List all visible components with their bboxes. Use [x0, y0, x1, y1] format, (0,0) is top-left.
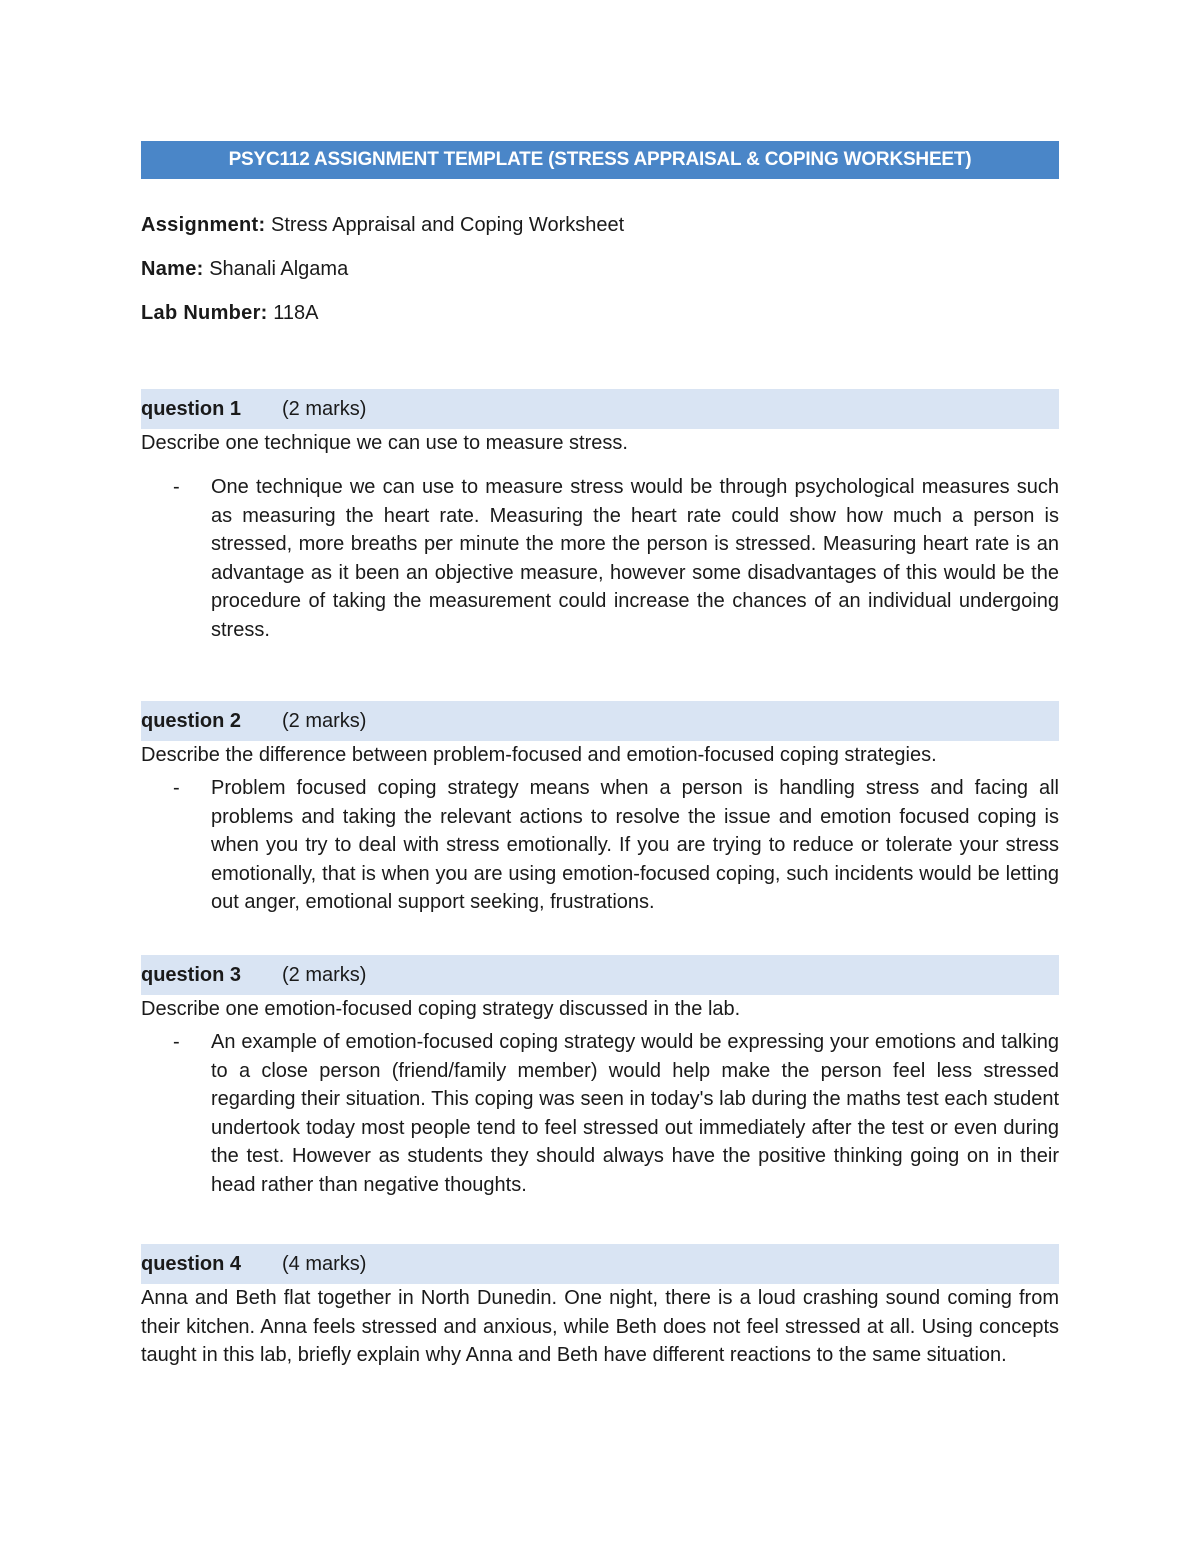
question-2-answer-text: Problem focused coping strategy means when a person is handling stress and facing all problems and taking the relevant actions to resolve the issue and emotion focused coping is when you try to deal with stress emotionally. If you are trying to reduce or tolerate your stress emotionally, that is when you are using emotion-focused coping, such incidents would be letting out anger, emotional support seeking, frustrations.: [211, 777, 1059, 913]
question-4-marks: (4 marks): [282, 1252, 367, 1275]
question-2: [141, 701, 1059, 917]
name-row: [141, 257, 1059, 281]
name-value: Shanali Algama: [209, 258, 349, 280]
name-label: Name:: [141, 258, 204, 280]
question-2-prompt: Describe the difference between problem-focused and emotion-focused coping strategies.: [141, 744, 937, 766]
question-3-header: [141, 955, 1059, 995]
question-3-label: question 3: [141, 963, 242, 986]
question-2-answer: [141, 774, 1059, 917]
document-title-bar: [141, 141, 1059, 179]
question-3-answer: [141, 1028, 1059, 1199]
document-page: [141, 141, 1059, 1366]
question-1-header: [141, 389, 1059, 429]
question-1-marks: (2 marks): [282, 397, 367, 420]
question-4-header: [141, 1244, 1059, 1284]
assignment-meta: [141, 213, 1059, 325]
question-1-label: question 1: [141, 397, 242, 420]
question-2-label: question 2: [141, 709, 242, 732]
question-4: [141, 1244, 1059, 1370]
question-1: [141, 389, 1059, 644]
question-3: [141, 955, 1059, 1199]
lab-number-value: 118A: [273, 302, 319, 324]
bullet-dash: -: [173, 476, 180, 498]
question-3-answer-text: An example of emotion-focused coping strategy would be expressing your emotions and talking to a close person (friend/family member) would help make the person feel less stressed regarding their situation. This coping was seen in today's lab during the maths test each student undertook today most people tend to feel stressed out immediately after the test or even during the test. However as students they should always have the positive thinking going on in their head rather than negative thoughts.: [211, 1031, 1059, 1196]
assignment-label: Assignment:: [141, 214, 266, 236]
question-1-answer-text: One technique we can use to measure stress would be through psychological measures such as measuring the heart rate. Measuring the heart rate could show how much a person is stressed, more breaths per minute the more the person is stressed. Measuring heart rate is an advantage as it been an objective measure, however some disadvantages of this would be the procedure of taking the measurement could increase the chances of an individual undergoing stress.: [211, 476, 1059, 641]
bullet-dash: -: [173, 777, 180, 799]
question-3-prompt: Describe one emotion-focused coping strategy discussed in the lab.: [141, 998, 741, 1020]
question-1-prompt: Describe one technique we can use to measure stress.: [141, 432, 628, 454]
question-4-label: question 4: [141, 1252, 242, 1275]
question-1-answer: [141, 473, 1059, 644]
lab-number-label: Lab Number:: [141, 302, 268, 324]
bullet-dash: -: [173, 1031, 180, 1053]
assignment-row: [141, 213, 1059, 237]
question-3-marks: (2 marks): [282, 963, 367, 986]
assignment-value: Stress Appraisal and Coping Worksheet: [271, 214, 625, 236]
lab-number-row: [141, 301, 1059, 325]
question-2-marks: (2 marks): [282, 709, 367, 732]
question-4-prompt: Anna and Beth flat together in North Dunedin. One night, there is a loud crashing sound coming from their kitchen. Anna feels stressed and anxious, while Beth does not feel stressed at all. Using concepts taught in this lab, briefly explain why Anna and Beth have different reactions to the same situation.: [141, 1287, 1059, 1366]
document-title: PSYC112 ASSIGNMENT TEMPLATE (STRESS APPRAISAL & COPING WORKSHEET): [228, 149, 972, 170]
question-2-header: [141, 701, 1059, 741]
